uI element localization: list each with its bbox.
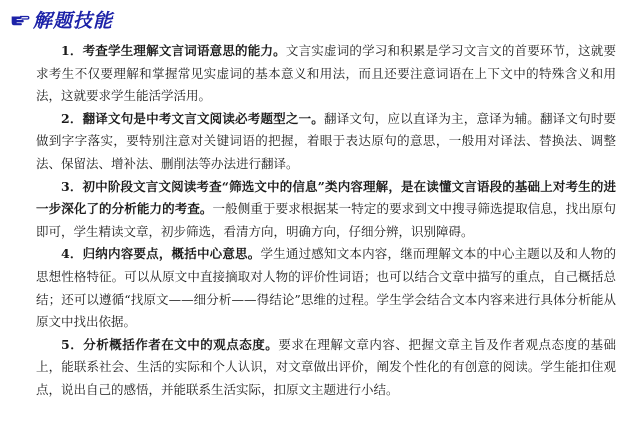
skill-body: 要求在理解文章内容、把握文章主旨及作者观点态度的基础上，能联系社会、生活的实际和个人认识，对文章做出评价，阐发个性化的有创意的阅读。学生能扣住观点，说出自己的感悟，并能联系生活实际，扣原文主题进行小结。: [36, 336, 616, 397]
skill-body: 文言实虚词的学习和积累是学习文言文的首要环节，这就要求考生不仅要理解和掌握常见实虚词的基本意义和用法，而且还要注意词语在上下文中的特殊含义和用法，这就要求学生能活学活用。: [36, 43, 616, 104]
skill-item-4: [36, 243, 616, 333]
skill-body: 一般侧重于要求根据某一特定的要求到文中搜寻筛选提取信息，找出原句即可，学生精读文章，初步筛选，看清方向，明确方向，仔细分辨，识别障碍。: [36, 201, 616, 239]
skill-item-1: [36, 40, 616, 108]
skill-body: 学生通过感知文本内容，继而理解文本的中心主题以及和人物的思想性格特征。可以从原文中直接摘取对人物的评价性词语；也可以结合文章中描写的重点，自己概括总结；还可以遵循“找原文——细分析——得结论”思维的过程。学生学会结合文本内容来进行具体分析能从原文中找出依据。: [36, 246, 616, 330]
skills-list: [36, 40, 616, 402]
skill-item-2: [36, 108, 616, 176]
skill-lead: 3．初中阶段文言文阅读考查“筛选文中的信息”类内容理解，是在读懂文言语段的基础上对考生的进一步深化了的分析能力的考查。: [36, 178, 616, 217]
skill-lead: 2．翻译文句是中考文言文阅读必考题型之一。: [61, 110, 324, 126]
section-heading: [10, 4, 113, 34]
skill-lead: 4．归纳内容要点，概括中心意思。: [61, 246, 261, 262]
section-title: 解题技能: [33, 9, 114, 32]
skill-lead: 5．分析概括作者在文中的观点态度。: [61, 336, 279, 352]
skill-item-5: [36, 334, 616, 402]
skill-body: 翻译文句，应以直译为主，意译为辅。翻译文句时要做到字字落实，要特别注意对关键词语的把握，着眼于表达原句的意思，一般用对译法、替换法、调整法、保留法、增补法、删削法等办法进行翻译。: [36, 110, 616, 171]
skill-lead: 1．考查学生理解文言词语意思的能力。: [61, 43, 286, 58]
skill-item-3: [36, 176, 616, 244]
pointing-hand-icon: [10, 9, 30, 29]
